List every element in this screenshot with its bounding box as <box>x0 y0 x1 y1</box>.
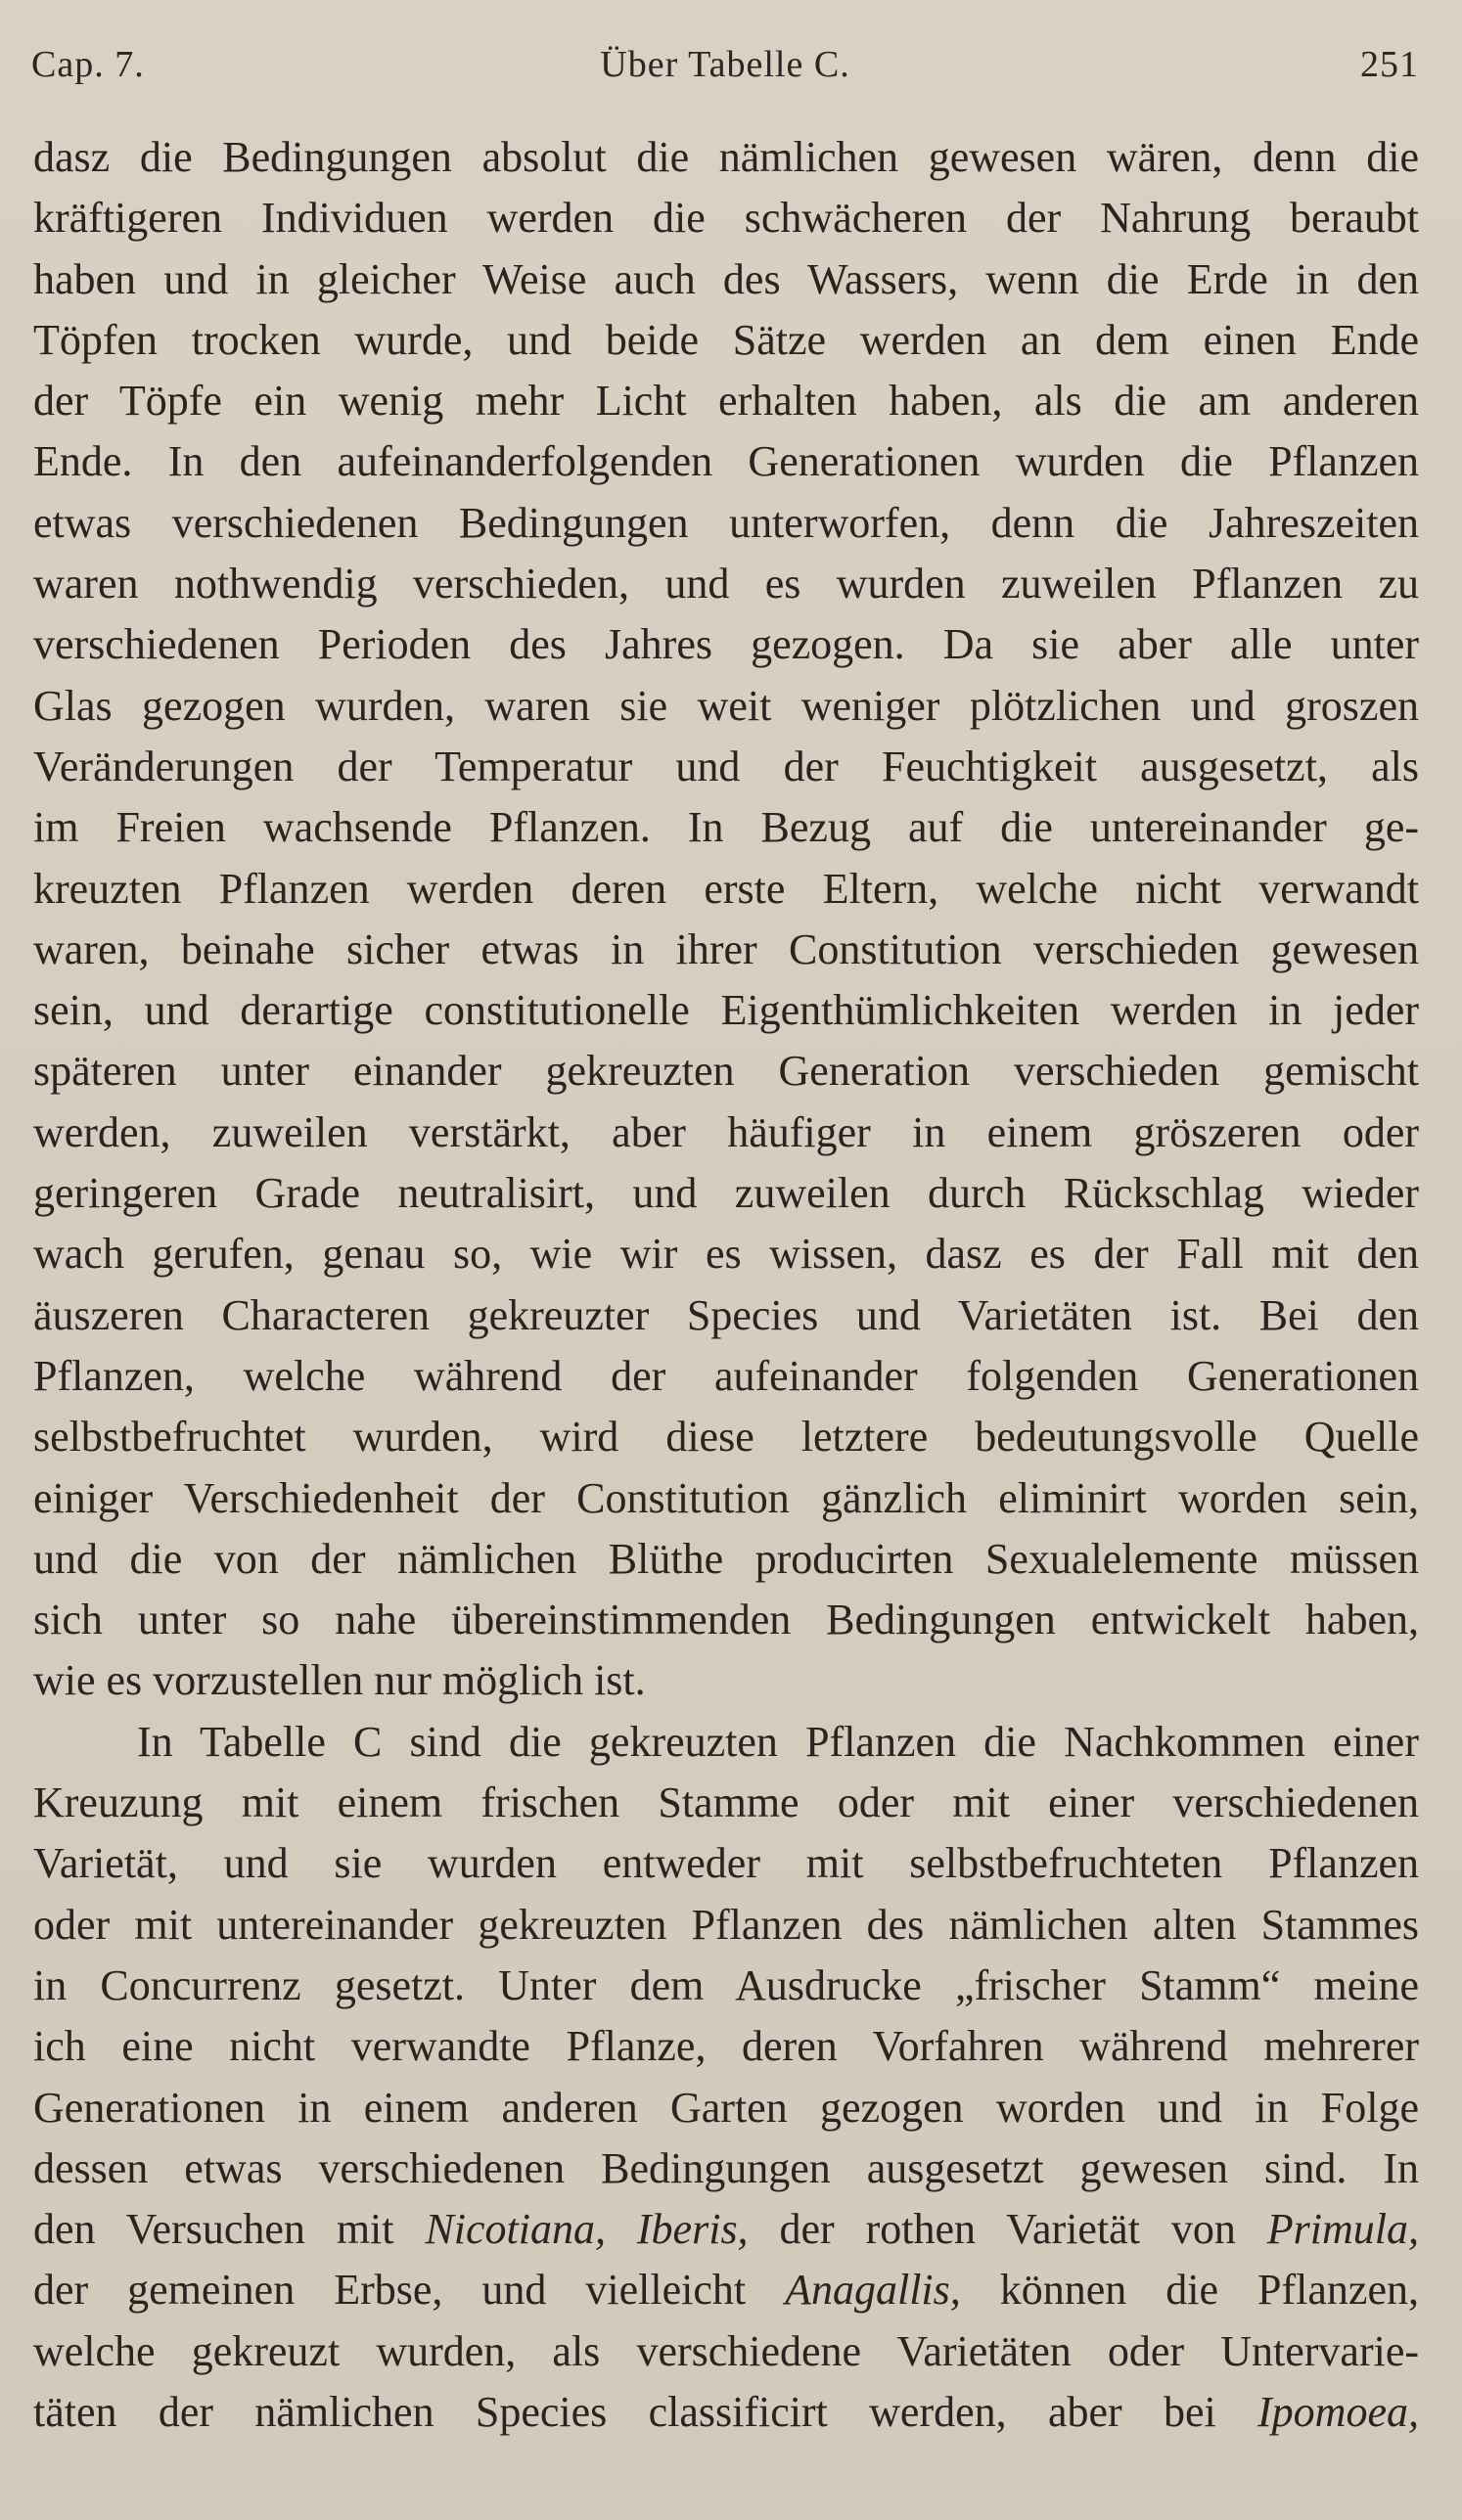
text-line-with-italics <box>33 2199 1419 2260</box>
text-line: Glas gezogen wurden, waren sie weit weniger plötzlichen und groszen <box>33 681 1419 730</box>
paragraph-start-line: In Tabelle C sind die gekreuzten Pflanzen die Nachkommen einer <box>137 1717 1419 1766</box>
body-text <box>33 127 1419 2443</box>
text-line-with-italics <box>33 2382 1419 2443</box>
text-line: kräftigeren Individuen werden die schwächeren der Nahrung beraubt <box>33 194 1419 243</box>
text-line: welche gekreuzt wurden, als verschiedene Varietäten oder Untervarie- <box>33 2326 1419 2375</box>
paragraph-end-line: wie es vorzustellen nur möglich ist. <box>33 1656 646 1705</box>
text-line: selbstbefruchtet wurden, wird diese letztere bedeutungsvolle Quelle <box>33 1413 1419 1462</box>
text-run: täten der nämlichen Species classificirt werden, aber bei <box>33 2387 1258 2436</box>
text-line: äuszeren Characteren gekreuzter Species und Varietäten ist. Bei den <box>33 1290 1419 1339</box>
running-header <box>31 43 1419 98</box>
text-line: kreuzten Pflanzen werden deren erste Eltern, welche nicht verwandt <box>33 864 1419 913</box>
text-line: im Freien wachsende Pflanzen. In Bezug auf die untereinander ge- <box>33 803 1419 852</box>
text-line: sich unter so nahe übereinstimmenden Bedingungen entwickelt haben, <box>33 1596 1419 1644</box>
text-line: und die von der nämlichen Blüthe producirten Sexualelemente müssen <box>33 1534 1419 1583</box>
text-line-with-italics <box>33 2260 1419 2320</box>
italic-species-name: Anagallis, <box>785 2266 961 2315</box>
text-line: in Concurrenz gesetzt. Unter dem Ausdrucke „frischer Stamm“ meine <box>33 1960 1419 2009</box>
text-line: dasz die Bedingungen absolut die nämlichen gewesen wären, denn die <box>33 133 1419 181</box>
italic-species-name: Ipomoea, <box>1257 2387 1419 2436</box>
text-run: der gemeinen Erbse, und vielleicht <box>33 2266 786 2315</box>
text-run: den Versuchen mit <box>33 2205 426 2254</box>
text-line: werden, zuweilen verstärkt, aber häufiger in einem gröszeren oder <box>33 1107 1419 1156</box>
text-line: Veränderungen der Temperatur und der Feuchtigkeit ausgesetzt, als <box>33 742 1419 790</box>
text-line: Töpfen trocken wurde, und beide Sätze werden an dem einen Ende <box>33 315 1419 364</box>
text-line: geringeren Grade neutralisirt, und zuweilen durch Rückschlag wieder <box>33 1169 1419 1218</box>
text-line: Generationen in einem anderen Garten gezogen worden und in Folge <box>33 2083 1419 2132</box>
text-line: Pflanzen, welche während der aufeinander folgenden Generationen <box>33 1351 1419 1400</box>
text-run: der rothen Varietät von <box>748 2205 1267 2254</box>
italic-species-name: Primula, <box>1266 2205 1420 2254</box>
italic-species-names: Nicotiana, Iberis, <box>425 2205 749 2254</box>
text-line: einiger Verschiedenheit der Constitution gänzlich eliminirt worden sein, <box>33 1473 1419 1522</box>
text-line: verschiedenen Perioden des Jahres gezogen. Da sie aber alle unter <box>33 620 1419 669</box>
text-line: haben und in gleicher Weise auch des Wassers, wenn die Erde in den <box>33 254 1419 303</box>
text-line: späteren unter einander gekreuzten Generation verschieden gemischt <box>33 1047 1419 1096</box>
chapter-label: Cap. 7. <box>31 44 145 85</box>
page-number: 251 <box>1360 44 1419 85</box>
text-line: etwas verschiedenen Bedingungen unterworfen, denn die Jahreszeiten <box>33 498 1419 547</box>
text-line: Ende. In den aufeinanderfolgenden Generationen wurden die Pflanzen <box>33 437 1419 486</box>
text-line: Varietät, und sie wurden entweder mit selbstbefruchteten Pflanzen <box>33 1839 1419 1888</box>
text-line: wach gerufen, genau so, wie wir es wissen, dasz es der Fall mit den <box>33 1230 1419 1279</box>
text-line: dessen etwas verschiedenen Bedingungen ausgesetzt gewesen sind. In <box>33 2143 1419 2192</box>
text-line: der Töpfe ein wenig mehr Licht erhalten haben, als die am anderen <box>33 377 1419 426</box>
section-title: Über Tabelle C. <box>600 44 850 85</box>
text-line: oder mit untereinander gekreuzten Pflanzen des nämlichen alten Stammes <box>33 1900 1419 1949</box>
text-line: Kreuzung mit einem frischen Stamme oder mit einer verschiedenen <box>33 1778 1419 1827</box>
text-line: waren, beinahe sicher etwas in ihrer Constitution verschieden gewesen <box>33 924 1419 973</box>
text-line: ich eine nicht verwandte Pflanze, deren Vorfahren während mehrerer <box>33 2022 1419 2071</box>
text-line: sein, und derartige constitutionelle Eigenthümlichkeiten werden in jeder <box>33 986 1419 1035</box>
text-run: können die Pflanzen, <box>960 2266 1419 2315</box>
text-line: waren nothwendig verschieden, und es wurden zuweilen Pflanzen zu <box>33 560 1419 608</box>
